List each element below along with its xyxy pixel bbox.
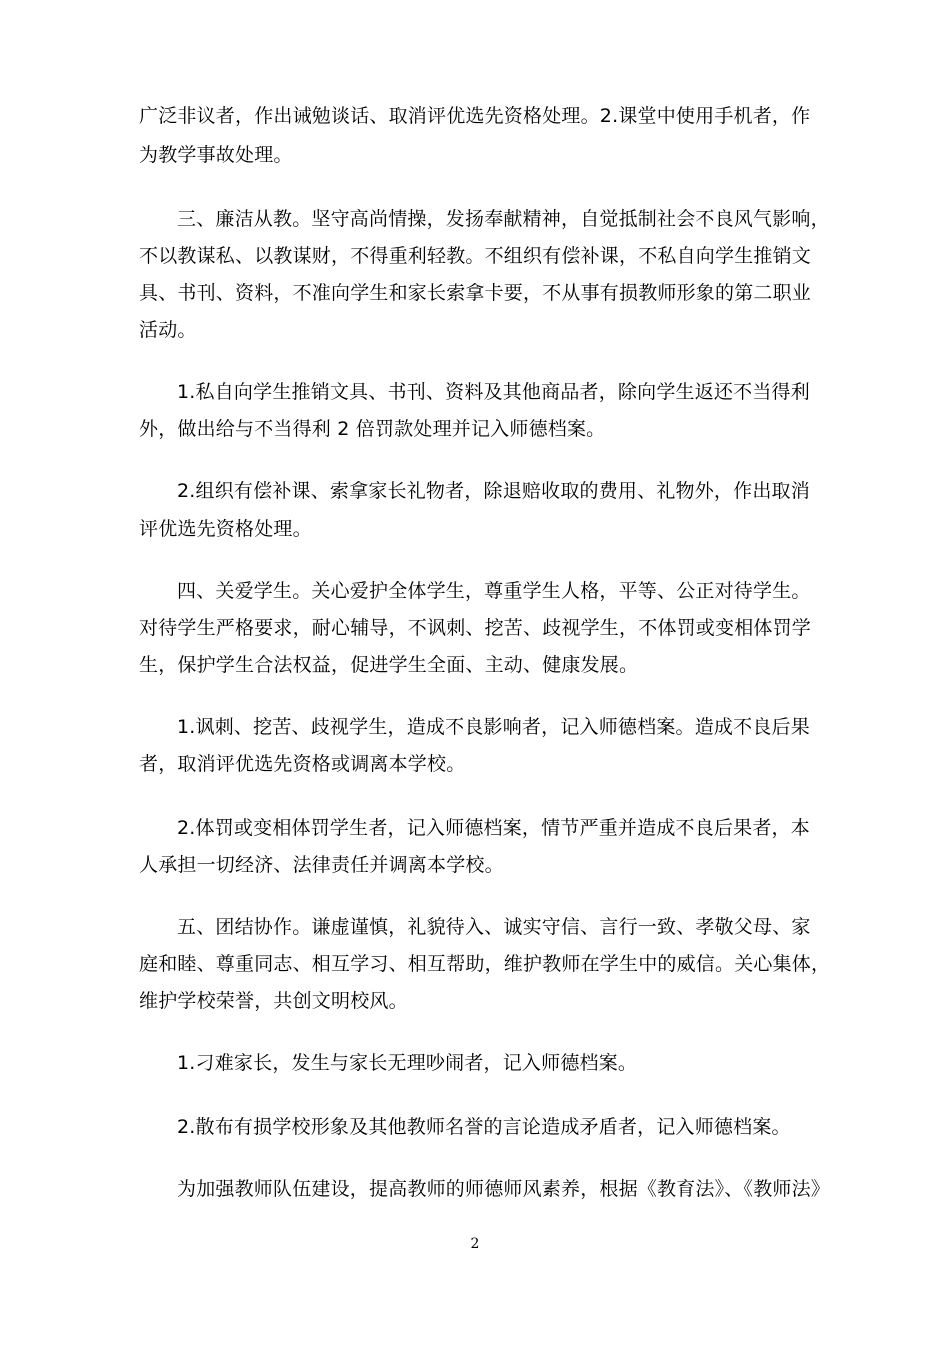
text-line: 三、廉洁从教。坚守高尚情操，发扬奉献精神，自觉抵制社会不良风气影响，: [177, 208, 830, 230]
text-line: 2.体罚或变相体罚学生者，记入师德档案，情节严重并造成不良后果者，本: [177, 817, 810, 839]
text-line: 为加强教师队伍建设，提高教师的师德师风素养，根据《教育法》、《教师法》: [177, 1178, 831, 1200]
text-line: 四、关爱学生。关心爱护全体学生，尊重学生人格，平等、公正对待学生。: [177, 580, 811, 602]
text-line: 广泛非议者，作出诫勉谈话、取消评优选先资格处理。2.课堂中使用手机者，作: [139, 105, 811, 127]
text-line: 活动。: [139, 319, 197, 341]
text-line: 生，保护学生合法权益，促进学生全面、主动、健康发展。: [139, 654, 639, 676]
text-line: 1.讽刺、挖苦、歧视学生，造成不良影响者，记入师德档案。造成不良后果: [177, 716, 810, 738]
text-line: 为教学事故处理。: [139, 144, 293, 166]
text-line: 1.刁难家长，发生与家长无理吵闹者，记入师德档案。: [177, 1052, 638, 1074]
text-line: 不以教谋私、以教谋财，不得重利轻教。不组织有偿补课，不私自向学生推销文: [139, 245, 812, 267]
text-line: 五、团结协作。谦虚谨慎，礼貌待入、诚实守信、言行一致、孝敬父母、家: [177, 916, 811, 938]
text-line: 1.私自向学生推销文具、书刊、资料及其他商品者，除向学生返还不当得利: [177, 381, 810, 403]
text-line: 维护学校荣誉，共创文明校风。: [139, 990, 408, 1012]
text-line: 者，取消评优选先资格或调离本学校。: [139, 753, 466, 775]
text-line: 2.组织有偿补课、索拿家长礼物者，除退赔收取的费用、礼物外，作出取消: [177, 480, 810, 502]
page-number: 2: [470, 1236, 480, 1252]
text-line: 庭和睦、尊重同志、相互学习、相互帮助，维护教师在学生中的威信。关心集体，: [139, 953, 831, 975]
text-line: 外，做出给与不当得利 2 倍罚款处理并记入师德档案。: [139, 418, 606, 440]
text-line: 2.散布有损学校形象及其他教师名誉的言论造成矛盾者，记入师德档案。: [177, 1116, 791, 1138]
text-line: 对待学生严格要求，耐心辅导，不讽刺、挖苦、歧视学生，不体罚或变相体罚学: [139, 617, 812, 639]
text-line: 评优选先资格处理。: [139, 518, 312, 540]
text-line: 人承担一切经济、法律责任并调离本学校。: [139, 854, 504, 876]
text-line: 具、书刊、资料，不准向学生和家长索拿卡要，不从事有损教师形象的第二职业: [139, 282, 812, 304]
